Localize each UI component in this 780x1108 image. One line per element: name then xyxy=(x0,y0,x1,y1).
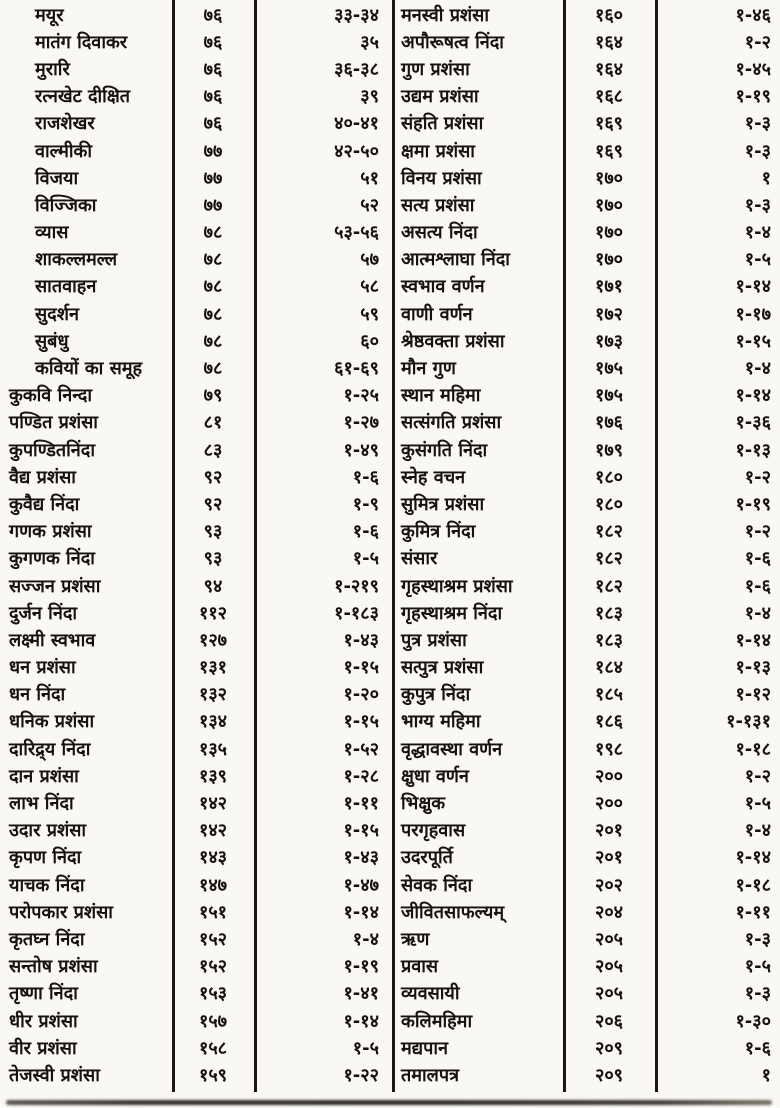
topic-verses: १-३ xyxy=(744,928,771,950)
poet-name: उदार प्रशंसा xyxy=(9,820,87,842)
topic-page: २०४ xyxy=(594,901,624,923)
poet-page: ७६ xyxy=(203,113,223,135)
poet-verses: ४२-५० xyxy=(334,140,379,162)
index-row xyxy=(0,926,780,953)
poet-verses: १-१५ xyxy=(343,657,379,679)
topic-page: २०९ xyxy=(594,1064,624,1086)
topic-verses: १-४ xyxy=(744,820,771,842)
poet-verses: १-२८ xyxy=(343,765,379,787)
poet-verses: ३५ xyxy=(360,31,379,53)
topic-verses: १-२ xyxy=(744,31,771,53)
poet-verses: १-२५ xyxy=(343,385,379,407)
topic-name: सेवक निंदा xyxy=(401,874,473,896)
topic-page: १८५ xyxy=(594,684,624,706)
poet-verses: १-११ xyxy=(343,793,379,815)
topic-name: मनस्वी प्रशंसा xyxy=(401,4,490,26)
poet-name: वैद्य प्रशंसा xyxy=(9,466,76,488)
poet-name: वाल्मीकी xyxy=(35,140,93,162)
topic-verses: १-२ xyxy=(744,521,771,543)
topic-verses: १-१३१ xyxy=(726,711,771,733)
poet-page: १५२ xyxy=(198,928,228,950)
index-row xyxy=(0,111,780,138)
topic-page: २०५ xyxy=(594,983,624,1005)
topic-verses: १-१५ xyxy=(735,330,771,352)
index-row xyxy=(0,165,780,192)
topic-page: १६८ xyxy=(594,86,624,108)
poet-verses: ४०-४१ xyxy=(334,113,379,135)
topic-page: १७१ xyxy=(594,276,624,298)
topic-page: १९८ xyxy=(594,738,624,760)
index-row xyxy=(0,763,780,790)
poet-name: दुर्जन निंदा xyxy=(9,602,78,624)
topic-verses: १-१३ xyxy=(735,657,771,679)
poet-page: १३९ xyxy=(198,765,228,787)
poet-verses: १-२२ xyxy=(343,1064,379,1086)
topic-page: २०९ xyxy=(594,1037,624,1059)
topic-verses: १-५ xyxy=(744,249,771,271)
poet-name: तृष्णा निंदा xyxy=(9,983,78,1005)
topic-name: भाग्य महिमा xyxy=(401,711,481,733)
poet-page: ७८ xyxy=(203,249,223,271)
poet-verses: ६१-६९ xyxy=(334,358,379,380)
topic-verses: १-५ xyxy=(744,793,771,815)
poet-name: धनिक प्रशंसा xyxy=(9,711,95,733)
index-row xyxy=(0,328,780,355)
topic-verses: १-४ xyxy=(744,602,771,624)
index-row xyxy=(0,600,780,627)
index-row xyxy=(0,1008,780,1035)
topic-name: सत्पुत्र प्रशंसा xyxy=(401,657,484,679)
topic-verses: १-४६ xyxy=(735,4,771,26)
topic-name: कुमित्र निंदा xyxy=(401,521,476,543)
poet-verses: १-५ xyxy=(352,548,379,570)
topic-name: स्थान महिमा xyxy=(401,385,481,407)
poet-name: गणक प्रशंसा xyxy=(9,521,92,543)
poet-page: ७६ xyxy=(203,58,223,80)
topic-name: गृहस्थाश्रम प्रशंसा xyxy=(401,575,513,597)
topic-verses: १-१३ xyxy=(735,439,771,461)
topic-page: २०२ xyxy=(594,874,624,896)
index-row xyxy=(0,247,780,274)
poet-verses: ३६-३८ xyxy=(334,58,379,80)
poet-page: ७७ xyxy=(203,140,223,162)
poet-page: १४३ xyxy=(198,847,228,869)
topic-verses: १-२ xyxy=(744,466,771,488)
index-row xyxy=(0,383,780,410)
topic-name: व्यवसायी xyxy=(401,983,460,1005)
index-row xyxy=(0,573,780,600)
poet-name: व्यास xyxy=(35,222,69,244)
poet-name: कुवैद्य निंदा xyxy=(9,493,80,515)
topic-page: १८० xyxy=(594,466,624,488)
index-row xyxy=(0,138,780,165)
topic-page: २०५ xyxy=(594,928,624,950)
topic-name: भिक्षुक xyxy=(401,793,446,815)
poet-name: तेजस्वी प्रशंसा xyxy=(9,1064,100,1086)
topic-page: १८२ xyxy=(594,575,624,597)
topic-verses: १-३ xyxy=(744,983,771,1005)
poet-name: राजशेखर xyxy=(35,113,95,135)
poet-verses: १-९ xyxy=(352,493,379,515)
topic-page: १६० xyxy=(594,4,624,26)
poet-verses: १-६ xyxy=(352,521,379,543)
poet-page: १४७ xyxy=(198,874,228,896)
poet-verses: ५१ xyxy=(360,167,379,189)
poet-verses: ३३-३४ xyxy=(334,4,379,26)
poet-name: कुगणक निंदा xyxy=(9,548,95,570)
topic-verses: १-१२ xyxy=(735,684,771,706)
poet-page: १४२ xyxy=(198,820,228,842)
index-row xyxy=(0,519,780,546)
poet-verses: १-१५ xyxy=(343,820,379,842)
topic-page: १७६ xyxy=(594,412,624,434)
topic-verses: १ xyxy=(761,1064,771,1086)
topic-page: १७५ xyxy=(594,385,624,407)
index-row xyxy=(0,464,780,491)
topic-page: १७२ xyxy=(594,303,624,325)
index-row xyxy=(0,192,780,219)
index-row xyxy=(0,220,780,247)
index-row xyxy=(0,899,780,926)
poet-page: ७६ xyxy=(203,4,223,26)
topic-verses: १-१८ xyxy=(735,738,771,760)
poet-page: ९३ xyxy=(203,548,223,570)
poet-verses: ५८ xyxy=(360,276,379,298)
poet-page: १५९ xyxy=(198,1064,228,1086)
poet-page: ७७ xyxy=(203,194,223,216)
topic-name: क्षुधा वर्णन xyxy=(401,765,469,787)
topic-name: उदरपूर्ति xyxy=(401,847,453,869)
poet-page: १५३ xyxy=(198,983,228,1005)
poet-verses: १-४ xyxy=(352,928,379,950)
topic-page: २०५ xyxy=(594,956,624,978)
poet-name: याचक निंदा xyxy=(9,874,85,896)
poet-page: १४२ xyxy=(198,793,228,815)
topic-name: क्षमा प्रशंसा xyxy=(401,140,475,162)
topic-name: कलिमहिमा xyxy=(401,1010,473,1032)
topic-name: प्रवास xyxy=(401,956,439,978)
topic-page: २०६ xyxy=(594,1010,624,1032)
topic-name: आत्मश्लाघा निंदा xyxy=(401,249,510,271)
poet-name: धीर प्रशंसा xyxy=(9,1010,78,1032)
index-row xyxy=(0,872,780,899)
poet-verses: १-१४ xyxy=(343,901,379,923)
topic-verses: १-५ xyxy=(744,956,771,978)
topic-page: १८२ xyxy=(594,548,624,570)
topic-name: वाणी वर्णन xyxy=(401,303,473,325)
poet-page: १५२ xyxy=(198,956,228,978)
topic-name: तमालपत्र xyxy=(401,1064,460,1086)
poet-page: ७६ xyxy=(203,86,223,108)
poet-name: दान प्रशंसा xyxy=(9,765,79,787)
index-row xyxy=(0,1035,780,1062)
topic-verses: १-३ xyxy=(744,194,771,216)
topic-verses: १-१९ xyxy=(735,493,771,515)
poet-verses: १-१५ xyxy=(343,711,379,733)
topic-name: गृहस्थाश्रम निंदा xyxy=(401,602,503,624)
index-row xyxy=(0,981,780,1008)
topic-verses: १-४५ xyxy=(735,58,771,80)
poet-page: ११२ xyxy=(198,602,228,624)
topic-page: १६९ xyxy=(594,113,624,135)
index-row xyxy=(0,546,780,573)
topic-page: १८२ xyxy=(594,521,624,543)
topic-verses: १-११ xyxy=(735,901,771,923)
topic-name: असत्य निंदा xyxy=(401,222,478,244)
poet-page: ९२ xyxy=(203,466,223,488)
poet-name: कृपण निंदा xyxy=(9,847,82,869)
topic-page: १७० xyxy=(594,167,624,189)
poet-page: ८३ xyxy=(203,439,223,461)
poet-verses: ३९ xyxy=(360,86,379,108)
poet-page: ९४ xyxy=(203,575,223,597)
topic-name: श्रेष्ठवक्ता प्रशंसा xyxy=(401,330,505,352)
topic-verses: १-६ xyxy=(744,1037,771,1059)
index-row xyxy=(0,682,780,709)
topic-name: ऋण xyxy=(401,928,430,950)
poet-verses: ६० xyxy=(360,330,379,352)
poet-verses: १-१९ xyxy=(343,956,379,978)
topic-verses: १-६ xyxy=(744,548,771,570)
index-row xyxy=(0,655,780,682)
topic-page: १८४ xyxy=(594,657,624,679)
topic-page: १६४ xyxy=(594,58,624,80)
index-row xyxy=(0,736,780,763)
topic-verses: १-१४ xyxy=(735,385,771,407)
index-row xyxy=(0,274,780,301)
poet-page: १३५ xyxy=(198,738,228,760)
poet-page: १५७ xyxy=(198,1010,228,1032)
topic-page: २०० xyxy=(594,793,624,815)
poet-name: कुपण्डितनिंदा xyxy=(9,439,96,461)
poet-page: ७८ xyxy=(203,330,223,352)
index-row xyxy=(0,1062,780,1089)
poet-page: १३२ xyxy=(198,684,228,706)
poet-page: ८१ xyxy=(203,412,223,434)
topic-name: स्वभाव वर्णन xyxy=(401,276,485,298)
poet-page: ७८ xyxy=(203,222,223,244)
index-row xyxy=(0,437,780,464)
poet-page: ७८ xyxy=(203,276,223,298)
poet-verses: १-६ xyxy=(352,466,379,488)
topic-verses: १-३ xyxy=(744,140,771,162)
topic-page: १८३ xyxy=(594,629,624,651)
topic-page: २०१ xyxy=(594,820,624,842)
poet-verses: १-५२ xyxy=(343,738,379,760)
poet-page: १३४ xyxy=(198,711,228,733)
topic-verses: १-१४ xyxy=(735,629,771,651)
poet-page: ७६ xyxy=(203,31,223,53)
topic-page: १८३ xyxy=(594,602,624,624)
poet-verses: १-४७ xyxy=(343,874,379,896)
poet-name: लाभ निंदा xyxy=(9,793,74,815)
topic-verses: १-३० xyxy=(735,1010,771,1032)
index-row xyxy=(0,845,780,872)
poet-verses: १-१८३ xyxy=(334,602,379,624)
poet-verses: १-२० xyxy=(343,684,379,706)
topic-page: १८० xyxy=(594,493,624,515)
topic-verses: १-१९ xyxy=(735,86,771,108)
index-row xyxy=(0,29,780,56)
topic-verses: १ xyxy=(761,167,771,189)
poet-page: १५१ xyxy=(198,901,228,923)
topic-verses: १-४ xyxy=(744,358,771,380)
topic-page: १७० xyxy=(594,249,624,271)
poet-name: लक्ष्मी स्वभाव xyxy=(9,629,96,651)
topic-name: उद्यम प्रशंसा xyxy=(401,86,479,108)
poet-verses: १-२७ xyxy=(343,412,379,434)
index-row xyxy=(0,491,780,518)
index-row xyxy=(0,84,780,111)
topic-name: सत्संगति प्रशंसा xyxy=(401,412,502,434)
poet-name: सन्तोष प्रशंसा xyxy=(9,956,98,978)
topic-page: २०१ xyxy=(594,847,624,869)
poet-name: रत्नखेट दीक्षित xyxy=(35,86,130,108)
poet-name: विज्जिका xyxy=(35,194,97,216)
topic-page: १७० xyxy=(594,194,624,216)
poet-name: परोपकार प्रशंसा xyxy=(9,901,113,923)
index-row xyxy=(0,301,780,328)
topic-name: वृद्धावस्था वर्णन xyxy=(401,738,503,760)
poet-verses: १-४३ xyxy=(343,629,379,651)
poet-verses: १-१४ xyxy=(343,1010,379,1032)
poet-name: मातंग दिवाकर xyxy=(35,31,128,53)
poet-page: ९३ xyxy=(203,521,223,543)
poet-name: वीर प्रशंसा xyxy=(9,1037,77,1059)
poet-name: कुकवि निन्दा xyxy=(9,385,93,407)
topic-page: १८६ xyxy=(594,711,624,733)
poet-name: सज्जन प्रशंसा xyxy=(9,575,101,597)
topic-page: १७० xyxy=(594,222,624,244)
index-row xyxy=(0,790,780,817)
index-table xyxy=(0,2,780,1090)
topic-verses: १-१७ xyxy=(735,303,771,325)
topic-verses: १-१८ xyxy=(735,874,771,896)
poet-name: शाकल्लमल्ल xyxy=(35,249,118,271)
index-row xyxy=(0,355,780,382)
topic-page: १७३ xyxy=(594,330,624,352)
poet-verses: ५२ xyxy=(360,194,379,216)
poet-name: विजया xyxy=(35,167,79,189)
poet-verses: १-५ xyxy=(352,1037,379,1059)
poet-name: सुदर्शन xyxy=(35,303,79,325)
poet-name: मुरारि xyxy=(35,58,70,80)
poet-verses: १-४३ xyxy=(343,847,379,869)
topic-name: संसार xyxy=(401,548,438,570)
poet-name: धन प्रशंसा xyxy=(9,657,76,679)
topic-name: सत्य प्रशंसा xyxy=(401,194,475,216)
topic-verses: १-१४ xyxy=(735,276,771,298)
index-row xyxy=(0,954,780,981)
topic-name: मौन गुण xyxy=(401,358,456,380)
page-bottom-scan-edge xyxy=(6,1100,772,1105)
poet-verses: ५९ xyxy=(360,303,379,325)
poet-page: ७८ xyxy=(203,358,223,380)
index-row xyxy=(0,410,780,437)
topic-name: संहति प्रशंसा xyxy=(401,113,484,135)
topic-page: १७९ xyxy=(594,439,624,461)
topic-name: परगृहवास xyxy=(401,820,466,842)
topic-name: विनय प्रशंसा xyxy=(401,167,482,189)
topic-verses: १-१४ xyxy=(735,847,771,869)
topic-verses: १-२ xyxy=(744,765,771,787)
poet-name: धन निंदा xyxy=(9,684,66,706)
index-row xyxy=(0,627,780,654)
poet-name: सुबंधु xyxy=(35,330,69,352)
poet-name: सातवाहन xyxy=(35,276,97,298)
topic-name: जीवितसाफल्यम् xyxy=(401,901,505,923)
poet-name: कवियों का समूह xyxy=(35,358,143,380)
poet-page: १२७ xyxy=(198,629,228,651)
poet-page: १५८ xyxy=(198,1037,228,1059)
poet-page: १३१ xyxy=(198,657,228,679)
topic-verses: १-४ xyxy=(744,222,771,244)
topic-name: गुण प्रशंसा xyxy=(401,58,470,80)
poet-page: ७८ xyxy=(203,303,223,325)
topic-name: सुमित्र प्रशंसा xyxy=(401,493,485,515)
poet-verses: १-२१९ xyxy=(334,575,379,597)
poet-name: मयूर xyxy=(35,4,64,26)
topic-page: २०० xyxy=(594,765,624,787)
topic-name: मद्यपान xyxy=(401,1037,448,1059)
poet-page: ७९ xyxy=(203,385,223,407)
topic-name: कुपुत्र निंदा xyxy=(401,684,471,706)
topic-verses: १-३६ xyxy=(735,412,771,434)
poet-page: ७७ xyxy=(203,167,223,189)
poet-page: ९२ xyxy=(203,493,223,515)
topic-page: १७५ xyxy=(594,358,624,380)
topic-name: स्नेह वचन xyxy=(401,466,466,488)
poet-name: कृतघ्न निंदा xyxy=(9,928,85,950)
topic-name: अपौरूषत्व निंदा xyxy=(401,31,504,53)
poet-name: पण्डित प्रशंसा xyxy=(9,412,98,434)
topic-page: १६४ xyxy=(594,31,624,53)
topic-verses: १-३ xyxy=(744,113,771,135)
index-row xyxy=(0,818,780,845)
index-row xyxy=(0,56,780,83)
poet-verses: १-४९ xyxy=(343,439,379,461)
index-row xyxy=(0,2,780,29)
topic-page: १६९ xyxy=(594,140,624,162)
topic-name: पुत्र प्रशंसा xyxy=(401,629,467,651)
index-row xyxy=(0,709,780,736)
topic-verses: १-६ xyxy=(744,575,771,597)
topic-name: कुसंगति निंदा xyxy=(401,439,488,461)
poet-verses: ५७ xyxy=(360,249,379,271)
poet-verses: ५३-५६ xyxy=(334,222,379,244)
poet-verses: १-४१ xyxy=(343,983,379,1005)
poet-name: दारिद्र्य निंदा xyxy=(9,738,91,760)
